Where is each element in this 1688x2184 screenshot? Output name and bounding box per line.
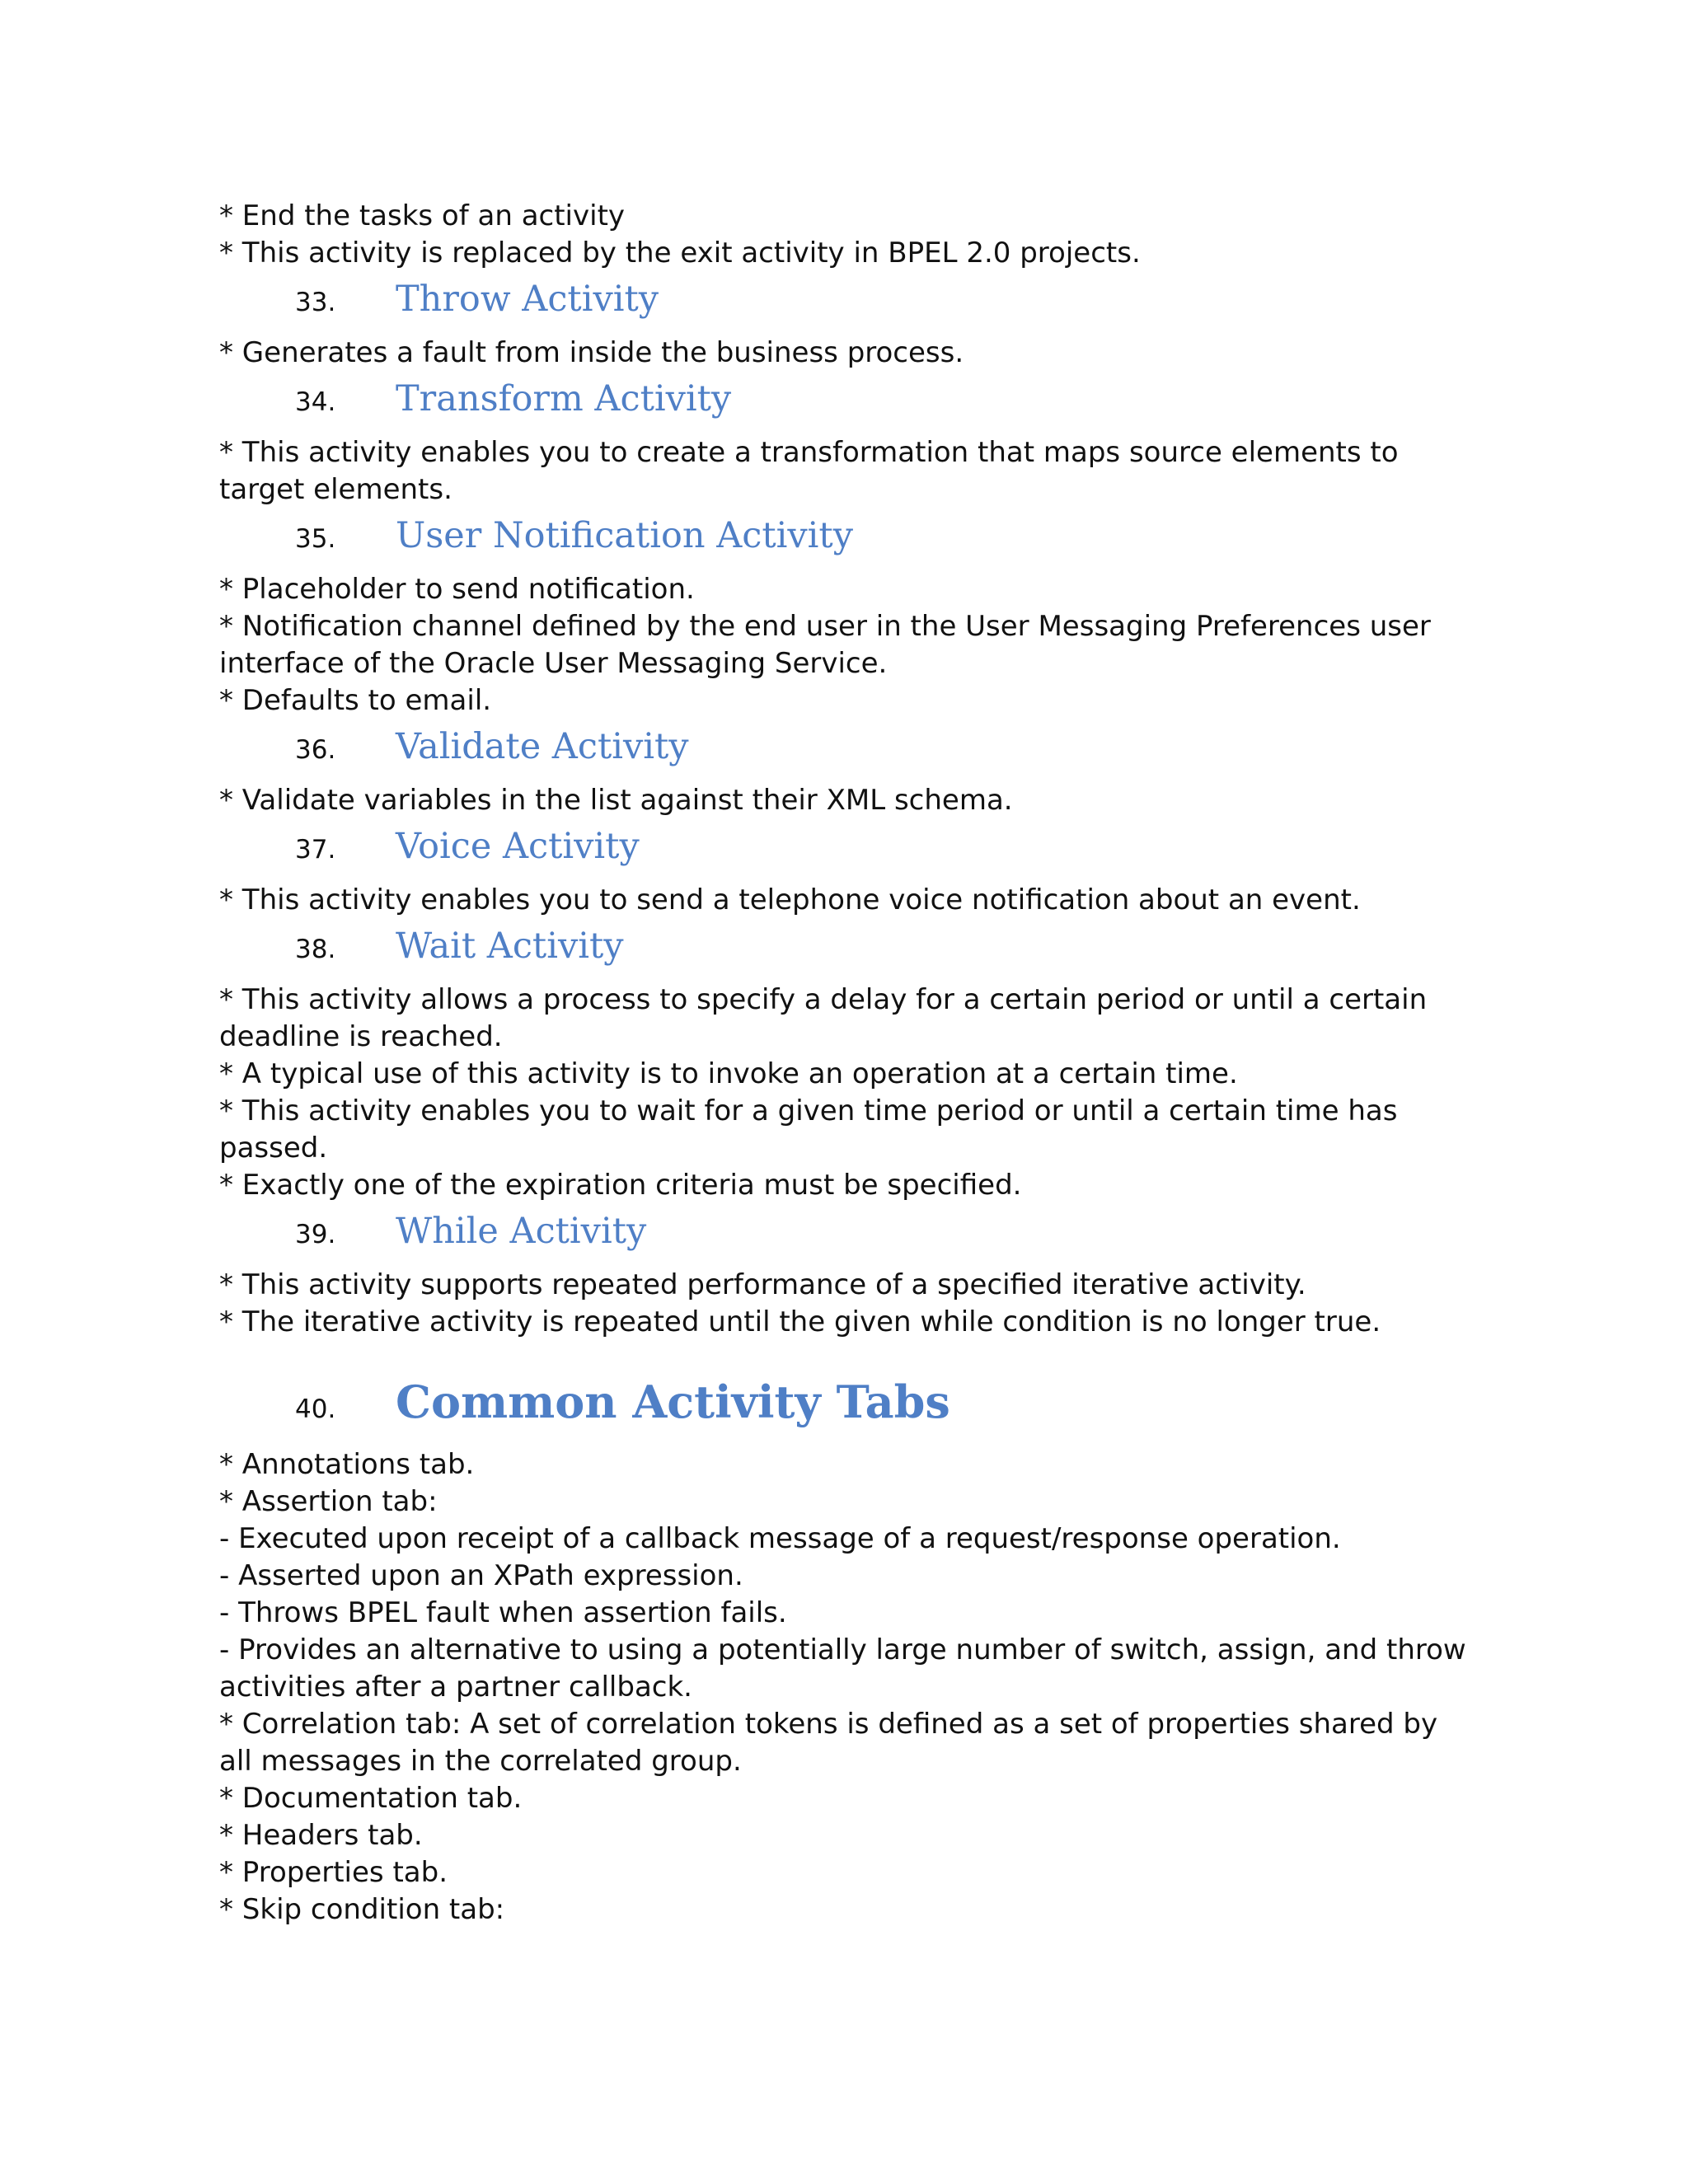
body-line: * This activity is replaced by the exit activity in BPEL 2.0 projects.: [219, 237, 1141, 269]
body-line: * This activity enables you to send a telephone voice notification about an event.: [219, 883, 1361, 916]
section-heading-common-activity-tabs: [219, 1376, 1472, 1441]
body-line: - Executed upon receipt of a callback message of a request/response operation.: [219, 1522, 1341, 1555]
body-line: * Annotations tab.: [219, 1448, 475, 1481]
section-heading-voice-activity: [219, 826, 1472, 879]
body-line: * This activity enables you to create a transformation that maps source elements to target elements.: [219, 436, 1399, 506]
body-line: * The iterative activity is repeated until the given while condition is no longer true.: [219, 1305, 1381, 1338]
section-title: Voice Activity: [396, 826, 640, 867]
body-line: * Validate variables in the list against their XML schema.: [219, 784, 1013, 817]
body-line: * End the tasks of an activity: [219, 199, 626, 232]
body-line: * Defaults to email.: [219, 684, 492, 717]
body-line: * Assertion tab:: [219, 1485, 438, 1518]
body-line: * Correlation tab: A set of correlation tokens is defined as a set of properties shared by all messages in the correlated group.: [219, 1708, 1438, 1778]
section-heading-throw-activity: [219, 279, 1472, 331]
section-heading-user-notification-activity: [219, 515, 1472, 568]
section-title: User Notification Activity: [396, 515, 853, 556]
body-line: * This activity supports repeated performance of a specified iterative activity.: [219, 1268, 1306, 1301]
section-heading-while-activity: [219, 1211, 1472, 1263]
section-number: 36.: [295, 735, 336, 765]
body-line: * Placeholder to send notification.: [219, 573, 695, 606]
body-line: * Properties tab.: [219, 1856, 448, 1889]
section-heading-wait-activity: [219, 926, 1472, 978]
body-line: * Generates a fault from inside the business process.: [219, 336, 964, 369]
body-line: * Notification channel defined by the end user in the User Messaging Preferences user interface of the Oracle User Messaging Service.: [219, 610, 1431, 680]
section-title: Wait Activity: [396, 926, 624, 967]
section-title: While Activity: [396, 1211, 647, 1252]
body-line: * Documentation tab.: [219, 1782, 523, 1815]
section-title: Common Activity Tabs: [396, 1376, 950, 1428]
body-line: * This activity allows a process to specify a delay for a certain period or until a certain deadline is reached.: [219, 983, 1428, 1053]
body-line: * Skip condition tab:: [219, 1893, 505, 1926]
body-line: * A typical use of this activity is to invoke an operation at a certain time.: [219, 1057, 1238, 1090]
section-number: 35.: [295, 524, 336, 554]
section-number: 33.: [295, 288, 336, 317]
body-line: - Throws BPEL fault when assertion fails.: [219, 1596, 787, 1629]
section-title: Transform Activity: [396, 378, 732, 419]
section-number: 39.: [295, 1220, 336, 1249]
body-line: * This activity enables you to wait for a given time period or until a certain time has passed.: [219, 1094, 1398, 1165]
section-heading-transform-activity: [219, 378, 1472, 431]
section-title: Validate Activity: [396, 726, 689, 767]
section-title: Throw Activity: [396, 279, 659, 320]
section-heading-validate-activity: [219, 726, 1472, 779]
section-number: 34.: [295, 387, 336, 417]
section-number: 40.: [295, 1394, 336, 1424]
body-line: * Exactly one of the expiration criteria must be specified.: [219, 1169, 1022, 1202]
body-line: * Headers tab.: [219, 1819, 423, 1852]
section-number: 38.: [295, 935, 336, 964]
document-body: [219, 198, 1472, 1929]
section-number: 37.: [295, 835, 336, 865]
body-line: - Provides an alternative to using a potentially large number of switch, assign, and throw activities after a partner callback.: [219, 1633, 1466, 1704]
body-line: - Asserted upon an XPath expression.: [219, 1559, 743, 1592]
